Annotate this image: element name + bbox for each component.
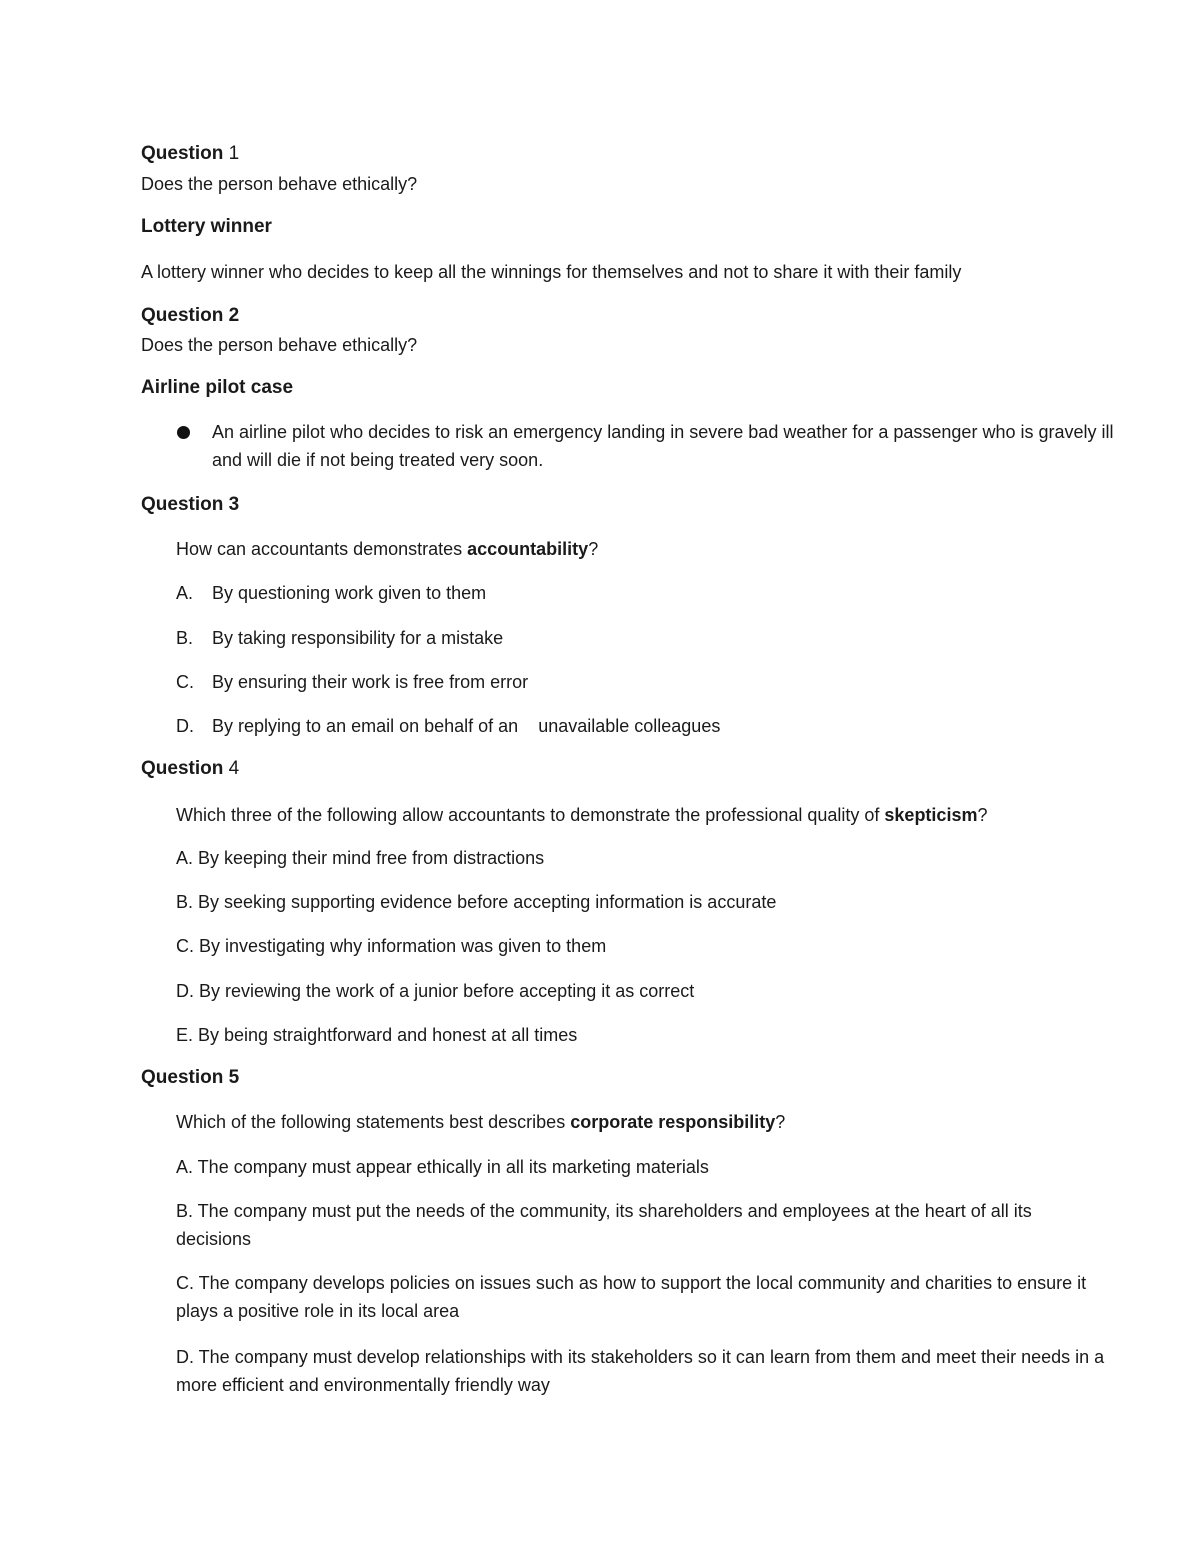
question-4-option-e: E. By being straightforward and honest at all times [176,1025,578,1045]
question-2-label: Question 2 [141,305,240,326]
question-5-option-c: C. The company develops policies on issues such as how to support the local community and charities to ensure it plays a positive role in its local area [176,1273,1087,1321]
question-5-option-b: B. The company must put the needs of the community, its shareholders and employees at the heart of all its decisions [176,1201,1032,1249]
question-1-case-title: Lottery winner [141,216,272,237]
question-2-bullet-text: An airline pilot who decides to risk an emergency landing in severe bad weather for a passenger who is gravely ill and will die if not being treated very soon. [212,422,1114,470]
question-3-option-b-letter: B. [176,628,194,648]
question-1-heading [141,140,239,168]
question-3-option-c-text: By ensuring their work is free from error [212,672,529,692]
question-4-option-c: C. By investigating why information was given to them [176,936,607,956]
question-5-option-d: D. The company must develop relationships with its stakeholders so it can learn from them and meet their needs in a more efficient and environmentally friendly way [176,1347,1105,1395]
question-3-prompt-text: How can accountants demonstrates [176,539,468,559]
question-4-prompt-end: ? [977,805,988,825]
question-4-heading [141,755,239,783]
bullet-dot-icon [177,426,190,439]
question-3-option-c-letter: C. [176,672,194,692]
question-1-prompt: Does the person behave ethically? [141,174,418,194]
question-1-label: Question [141,143,224,164]
question-2-case-title: Airline pilot case [141,377,294,398]
question-3-heading [141,491,239,519]
question-2-prompt: Does the person behave ethically? [141,335,418,355]
question-4-option-d: D. By reviewing the work of a junior before accepting it as correct [176,981,695,1001]
question-4-number: 4 [228,758,240,779]
question-3-prompt [176,535,598,563]
question-3-option-a-letter: A. [176,583,194,603]
question-5-keyword: corporate responsibility [570,1112,776,1132]
question-3-option-d-letter: D. [176,716,194,736]
question-3-prompt-end: ? [588,539,599,559]
question-4-option-b: B. By seeking supporting evidence before accepting information is accurate [176,892,777,912]
question-2-heading [141,302,239,330]
question-5-prompt-text: Which of the following statements best describes [176,1112,571,1132]
question-3-keyword: accountability [467,539,589,559]
question-4-prompt [176,801,987,829]
question-4-label: Question [141,758,224,779]
question-3-option-b-text: By taking responsibility for a mistake [212,628,504,648]
question-3-label: Question 3 [141,494,240,515]
question-5-prompt [176,1108,785,1136]
question-4-keyword: skepticism [884,805,978,825]
question-5-heading [141,1064,239,1092]
question-4-prompt-text: Which three of the following allow accountants to demonstrate the professional quality of [176,805,885,825]
question-5-label: Question 5 [141,1067,240,1088]
question-1-case-text: A lottery winner who decides to keep all the winnings for themselves and not to share it with their family [141,262,962,282]
question-3-option-d-text: By replying to an email on behalf of an unavailable colleagues [212,716,721,736]
question-5-prompt-end: ? [775,1112,786,1132]
question-3-option-a-text: By questioning work given to them [212,583,487,603]
question-4-option-a: A. By keeping their mind free from distractions [176,848,545,868]
question-1-number: 1 [228,143,240,164]
question-5-option-a: A. The company must appear ethically in all its marketing materials [176,1157,709,1177]
